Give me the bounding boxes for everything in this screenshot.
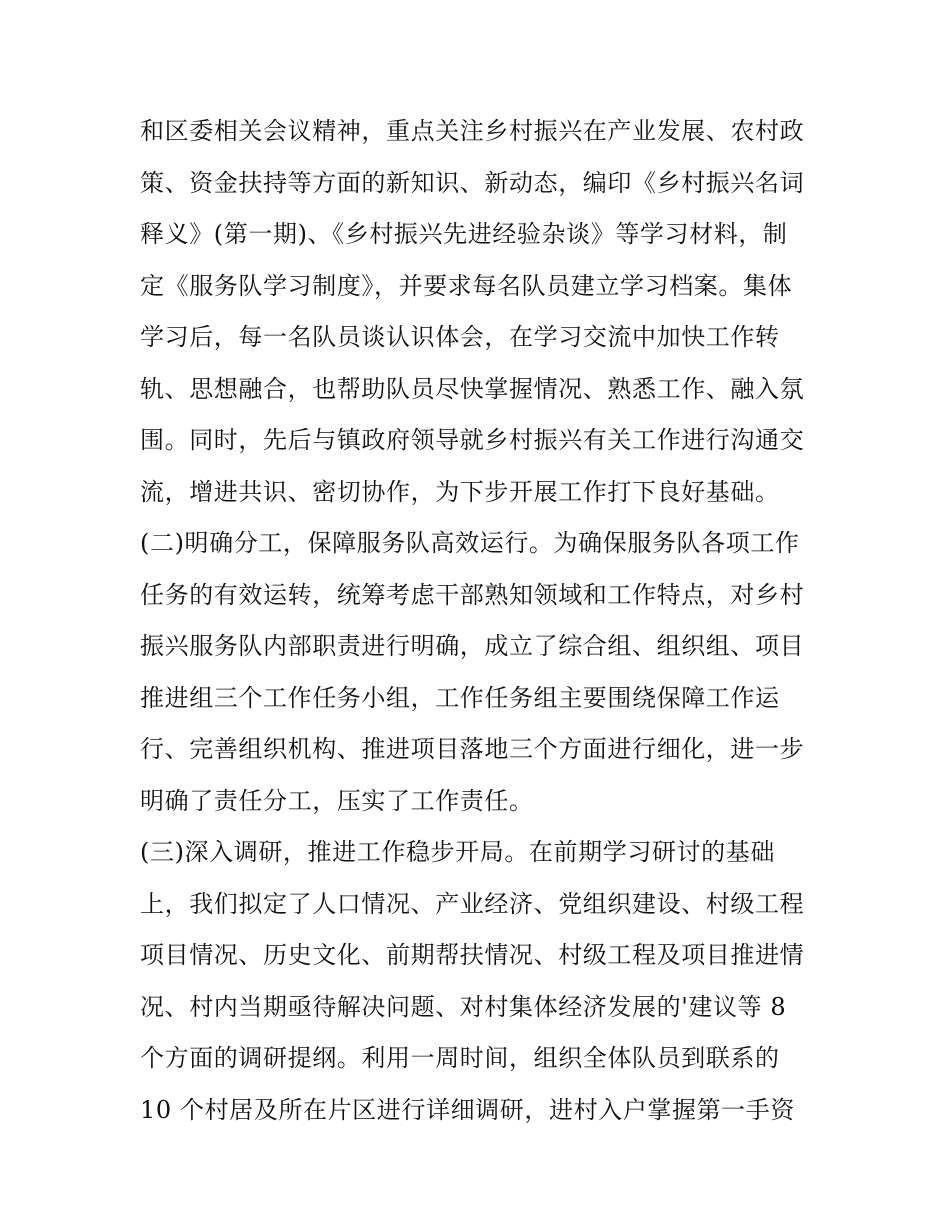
text-line-19: 个方面的调研提纲。利用一周时间，组织全体队员到联系的 xyxy=(140,1044,780,1072)
text-line-17: 项目情况、历史文化、前期帮扶情况、村级工程及项目推进情 xyxy=(140,941,805,969)
text-line-15: (三)深入调研，推进工作稳步开局。在前期学习研讨的基础 xyxy=(140,838,775,866)
text-line-8: 流，增进共识、密切协作，为下步开展工作打下良好基础。 xyxy=(140,477,780,506)
text-line-9: (二)明确分工，保障服务队高效运行。为确保服务队各项工作 xyxy=(140,529,800,557)
body-text xyxy=(140,106,820,1136)
text-line-6: 轨、思想融合，也帮助队员尽快掌握情况、熟悉工作、融入氛 xyxy=(140,374,805,403)
text-line-3: 释义》(第一期)、《乡村振兴先进经验杂谈》等学习材料，制 xyxy=(140,220,788,248)
text-line-4: 定《服务队学习制度》，并要求每名队员建立学习档案。集体 xyxy=(140,271,793,300)
text-line-20: 10 个村居及所在片区进行详细调研，进村入户掌握第一手资 xyxy=(140,1095,795,1124)
text-line-1: 和区委相关会议精神，重点关注乡村振兴在产业发展、农村政 xyxy=(140,117,805,145)
text-line-5: 学习后，每一名队员谈认识体会，在学习交流中加快工作转 xyxy=(140,323,780,351)
text-line-13: 行、完善组织机构、推进项目落地三个方面进行细化，进一步 xyxy=(140,735,805,763)
text-line-11: 振兴服务队内部职责进行明确，成立了综合组、组织组、项目 xyxy=(140,632,805,660)
text-line-18: 况、村内当期亟待解决问题、对村集体经济发展的'建议等 8 xyxy=(140,992,787,1021)
text-line-2: 策、资金扶持等方面的新知识、新动态，编印《乡村振兴名词 xyxy=(140,168,805,197)
text-line-12: 推进组三个工作任务小组，工作任务组主要围绕保障工作运 xyxy=(140,683,780,712)
text-line-7: 围。同时，先后与镇政府领导就乡村振兴有关工作进行沟通交 xyxy=(140,426,805,454)
text-line-10: 任务的有效运转，统筹考虑干部熟知领域和工作特点，对乡村 xyxy=(140,580,805,609)
text-line-14: 明确了责任分工，压实了工作责任。 xyxy=(140,786,534,815)
text-line-16: 上，我们拟定了人口情况、产业经济、党组织建设、村级工程 xyxy=(140,889,805,918)
